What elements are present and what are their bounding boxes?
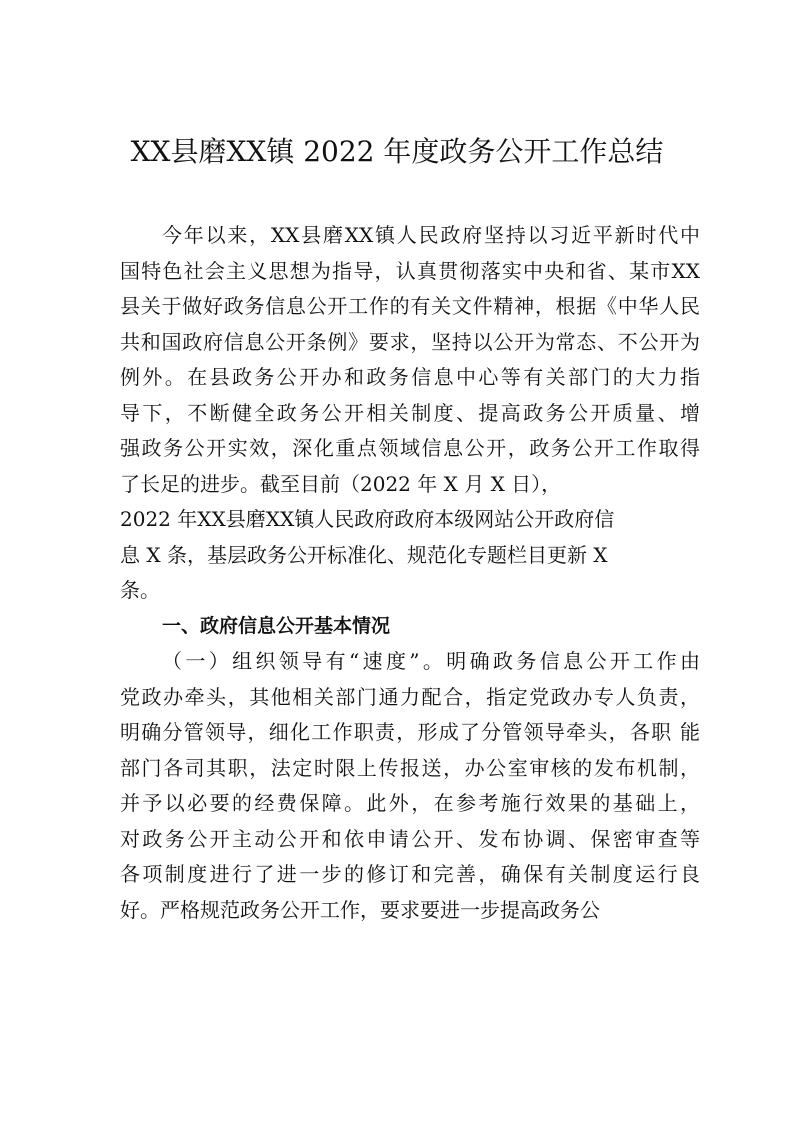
- paragraph-line: 党政办牵头，其他相关部门通力配合，指定党政办专人负责，: [120, 684, 700, 709]
- paragraph-line: 共和国政府信息公开条例》要求，坚持以公开为常态、不公开为: [120, 329, 700, 354]
- paragraph-line: 并予以必要的经费保障。此外，在参考施行效果的基础上，: [120, 791, 700, 815]
- paragraph-line: 明确分管领导，细化工作职责，形成了分管领导牵头，各职 能: [120, 720, 700, 744]
- paragraph-line: 导下，不断健全政务公开相关制度、提高政务公开质量、增: [120, 400, 700, 425]
- paragraph-line: 县关于做好政务信息公开工作的有关文件精神，根据《中华人民: [120, 294, 700, 318]
- paragraph-line: 例外。在县政务公开办和政务信息中心等有关部门的大力指: [120, 365, 700, 389]
- paragraph-line: 强政务公开实效，深化重点领域信息公开，政务公开工作取得: [120, 436, 700, 460]
- paragraph-line: 国特色社会主义思想为指导，认真贯彻落实中央和省、某市XX: [120, 258, 700, 283]
- document-body: [120, 218, 700, 928]
- paragraph-line: 息 X 条，基层政务公开标准化、规范化专题栏目更新 X: [120, 542, 608, 567]
- paragraph-line: 部门各司其职，法定时限上传报送，办公室审核的发布机制，: [120, 755, 700, 780]
- paragraph-line: 条。: [120, 578, 160, 602]
- section-heading: 一、政府信息公开基本情况: [162, 614, 391, 637]
- paragraph-line: 今年以来，XX县磨XX镇人民政府坚持以习近平新时代中: [162, 223, 700, 247]
- paragraph-line: 好。严格规范政务公开工作，要求要进一步提高政务公: [120, 897, 600, 922]
- paragraph-line: 2022 年XX县磨XX镇人民政府政府本级网站公开政府信: [120, 507, 615, 531]
- paragraph-line: 对政务公开主动公开和依申请公开、发布协调、保密审查等: [120, 826, 700, 851]
- paragraph-line: 各项制度进行了进一步的修订和完善，确保有关制度运行良: [120, 862, 700, 886]
- document-title: XX县磨XX镇 2022 年度政务公开工作总结: [130, 135, 664, 168]
- paragraph-line: （一）组织领导有“速度”。明确政务信息公开工作由: [162, 649, 700, 673]
- paragraph-line: 了长足的进步。截至目前（2022 年 X 月 X 日），: [120, 471, 562, 496]
